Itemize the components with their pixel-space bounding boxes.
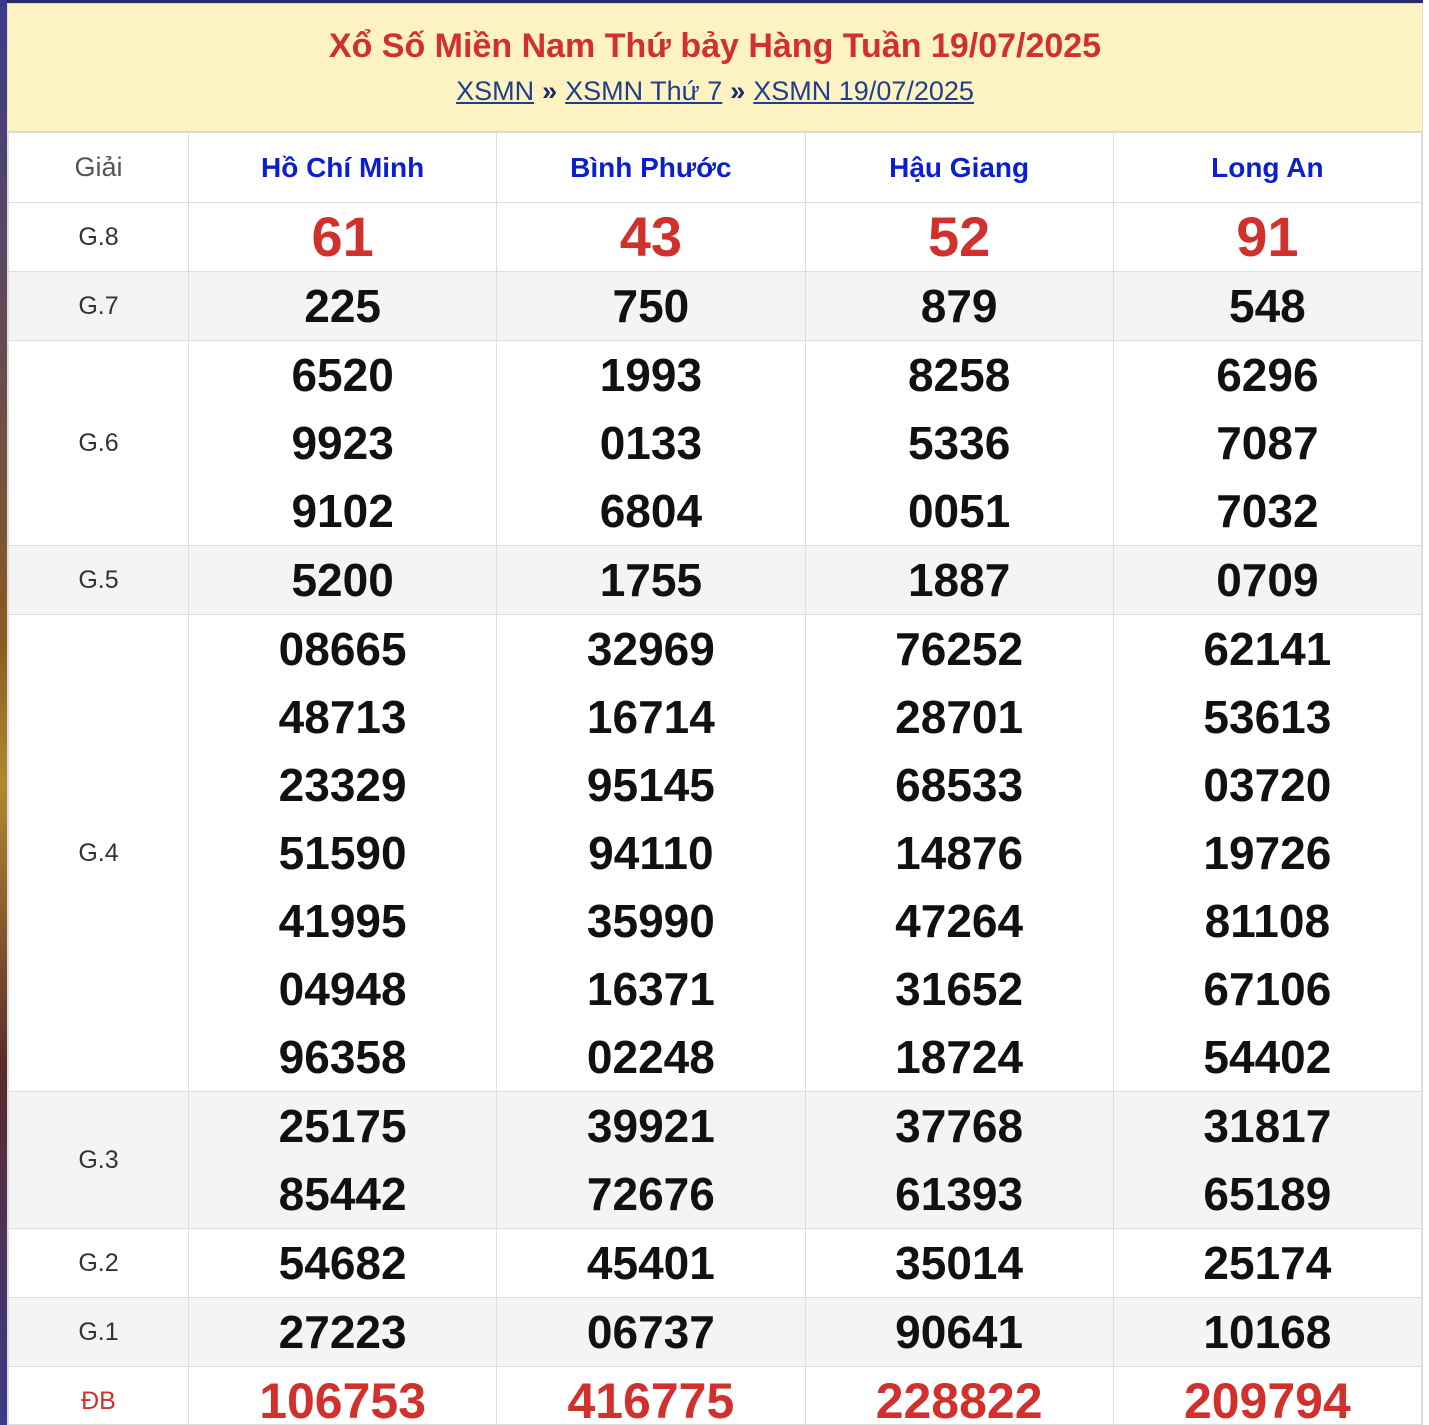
winning-number: 14876 bbox=[895, 827, 1024, 879]
table-header-row bbox=[9, 133, 1422, 203]
prize-label: G.1 bbox=[9, 1298, 189, 1367]
winning-number: 6520 bbox=[291, 349, 394, 401]
winning-number: 04948 bbox=[278, 963, 407, 1015]
prize-cell bbox=[497, 1298, 805, 1367]
prize-cell bbox=[805, 1367, 1113, 1425]
prize-row bbox=[9, 1367, 1422, 1425]
prize-label: ĐB bbox=[9, 1367, 189, 1425]
winning-number: 68533 bbox=[895, 759, 1024, 811]
winning-number: 750 bbox=[612, 280, 690, 332]
prize-cell bbox=[1113, 203, 1421, 272]
winning-number: 96358 bbox=[278, 1031, 407, 1083]
winning-number: 31817 bbox=[1203, 1100, 1332, 1152]
prize-cell bbox=[497, 1092, 805, 1229]
prize-row bbox=[9, 1229, 1422, 1298]
province-header-long-an[interactable]: Long An bbox=[1113, 133, 1421, 203]
winning-number: 548 bbox=[1229, 280, 1306, 332]
winning-number: 61 bbox=[311, 205, 374, 268]
prize-cell bbox=[805, 546, 1113, 615]
winning-number: 90641 bbox=[895, 1306, 1024, 1358]
prize-cell bbox=[497, 546, 805, 615]
prize-cell bbox=[805, 1229, 1113, 1298]
winning-number: 95145 bbox=[586, 759, 715, 811]
winning-number: 106753 bbox=[259, 1373, 427, 1425]
prize-label: G.2 bbox=[9, 1229, 189, 1298]
winning-number: 416775 bbox=[567, 1373, 735, 1425]
winning-number: 32969 bbox=[586, 623, 715, 675]
winning-number: 7087 bbox=[1216, 417, 1319, 469]
winning-number: 25174 bbox=[1203, 1237, 1332, 1289]
prize-column-header: Giải bbox=[9, 133, 189, 203]
prize-label: G.6 bbox=[9, 341, 189, 546]
winning-number: 9102 bbox=[291, 485, 394, 537]
winning-number: 28701 bbox=[895, 691, 1024, 743]
results-panel bbox=[7, 3, 1423, 1425]
prize-cell bbox=[189, 1229, 497, 1298]
winning-number: 6296 bbox=[1216, 349, 1319, 401]
prize-cell bbox=[805, 615, 1113, 1092]
winning-number: 48713 bbox=[278, 691, 407, 743]
winning-number: 45401 bbox=[586, 1237, 715, 1289]
prize-cell bbox=[189, 203, 497, 272]
winning-number: 31652 bbox=[895, 963, 1024, 1015]
winning-number: 67106 bbox=[1203, 963, 1332, 1015]
prize-cell bbox=[1113, 1298, 1421, 1367]
winning-number: 81108 bbox=[1204, 895, 1331, 947]
prize-cell bbox=[1113, 341, 1421, 546]
winning-number: 879 bbox=[920, 280, 998, 332]
prize-cell bbox=[189, 1092, 497, 1229]
winning-number: 228822 bbox=[875, 1373, 1043, 1425]
prize-cell bbox=[497, 272, 805, 341]
prize-label: G.5 bbox=[9, 546, 189, 615]
winning-number: 5336 bbox=[907, 417, 1011, 469]
results-table bbox=[8, 132, 1422, 1425]
breadcrumb-separator: » bbox=[730, 76, 746, 106]
prize-cell bbox=[189, 546, 497, 615]
prize-cell bbox=[1113, 1229, 1421, 1298]
winning-number: 02248 bbox=[586, 1031, 715, 1083]
results-body bbox=[9, 203, 1422, 1425]
prize-row bbox=[9, 1298, 1422, 1367]
prize-row bbox=[9, 615, 1422, 1092]
page-title: Xổ Số Miền Nam Thứ bảy Hàng Tuần 19/07/2025 bbox=[328, 27, 1102, 65]
winning-number: 16714 bbox=[586, 691, 715, 743]
winning-number: 16371 bbox=[586, 963, 715, 1015]
winning-number: 51590 bbox=[278, 827, 407, 879]
winning-number: 225 bbox=[304, 280, 381, 332]
winning-number: 43 bbox=[619, 205, 683, 268]
prize-row bbox=[9, 546, 1422, 615]
winning-number: 1887 bbox=[907, 554, 1011, 606]
winning-number: 1755 bbox=[599, 554, 703, 606]
prize-cell bbox=[805, 1092, 1113, 1229]
winning-number: 03720 bbox=[1203, 759, 1332, 811]
page-background-left bbox=[0, 0, 7, 1425]
page-background-right bbox=[1423, 0, 1429, 1425]
winning-number: 37768 bbox=[895, 1100, 1024, 1152]
prize-cell bbox=[805, 341, 1113, 546]
prize-cell bbox=[1113, 546, 1421, 615]
breadcrumb-separator: » bbox=[542, 76, 558, 106]
province-header-binh-phuoc[interactable]: Bình Phước bbox=[497, 133, 805, 203]
winning-number: 35014 bbox=[895, 1237, 1024, 1289]
winning-number: 18724 bbox=[895, 1031, 1024, 1083]
prize-label: G.4 bbox=[9, 615, 189, 1092]
prize-cell bbox=[805, 272, 1113, 341]
winning-number: 9923 bbox=[291, 417, 394, 469]
winning-number: 209794 bbox=[1183, 1373, 1351, 1425]
prize-cell bbox=[497, 203, 805, 272]
winning-number: 6804 bbox=[599, 485, 703, 537]
winning-number: 53613 bbox=[1203, 691, 1332, 743]
breadcrumb-link-xsmn[interactable]: XSMN bbox=[456, 76, 535, 106]
prize-cell bbox=[497, 341, 805, 546]
winning-number: 7032 bbox=[1216, 485, 1319, 537]
prize-cell bbox=[1113, 1092, 1421, 1229]
prize-cell bbox=[189, 1367, 497, 1425]
province-header-hau-giang[interactable]: Hậu Giang bbox=[805, 133, 1113, 203]
prize-cell bbox=[1113, 272, 1421, 341]
prize-label: G.8 bbox=[9, 203, 189, 272]
prize-cell bbox=[189, 341, 497, 546]
winning-number: 41995 bbox=[278, 895, 407, 947]
prize-cell bbox=[497, 1367, 805, 1425]
prize-row bbox=[9, 341, 1422, 546]
breadcrumb-link-xsmn-thu-7[interactable]: XSMN Thứ 7 bbox=[565, 76, 723, 106]
prize-label: G.7 bbox=[9, 272, 189, 341]
winning-number: 94110 bbox=[588, 827, 714, 879]
winning-number: 91 bbox=[1236, 205, 1299, 268]
winning-number: 85442 bbox=[278, 1168, 407, 1220]
winning-number: 19726 bbox=[1203, 827, 1332, 879]
winning-number: 0051 bbox=[907, 485, 1011, 537]
winning-number: 8258 bbox=[907, 349, 1011, 401]
winning-number: 54682 bbox=[278, 1237, 407, 1289]
winning-number: 65189 bbox=[1203, 1168, 1332, 1220]
winning-number: 0709 bbox=[1216, 554, 1319, 606]
winning-number: 10168 bbox=[1203, 1306, 1332, 1358]
province-header-ho-chi-minh[interactable]: Hồ Chí Minh bbox=[189, 133, 497, 203]
prize-cell bbox=[805, 1298, 1113, 1367]
prize-cell bbox=[805, 203, 1113, 272]
winning-number: 25175 bbox=[278, 1100, 407, 1152]
prize-row bbox=[9, 1092, 1422, 1229]
prize-cell bbox=[497, 1229, 805, 1298]
prize-cell bbox=[1113, 615, 1421, 1092]
winning-number: 39921 bbox=[586, 1100, 715, 1152]
winning-number: 61393 bbox=[895, 1168, 1024, 1220]
breadcrumb bbox=[8, 74, 1422, 108]
winning-number: 76252 bbox=[895, 623, 1024, 675]
breadcrumb-link-xsmn-date[interactable]: XSMN 19/07/2025 bbox=[753, 76, 974, 106]
prize-cell bbox=[189, 615, 497, 1092]
winning-number: 47264 bbox=[895, 895, 1024, 947]
winning-number: 52 bbox=[927, 205, 991, 268]
winning-number: 72676 bbox=[586, 1168, 715, 1220]
winning-number: 1993 bbox=[599, 349, 703, 401]
prize-label: G.3 bbox=[9, 1092, 189, 1229]
winning-number: 54402 bbox=[1203, 1031, 1332, 1083]
prize-cell bbox=[1113, 1367, 1421, 1425]
winning-number: 23329 bbox=[278, 759, 407, 811]
winning-number: 08665 bbox=[278, 623, 407, 675]
prize-row bbox=[9, 203, 1422, 272]
winning-number: 0133 bbox=[599, 417, 703, 469]
prize-cell bbox=[189, 272, 497, 341]
winning-number: 5200 bbox=[291, 554, 394, 606]
prize-row bbox=[9, 272, 1422, 341]
winning-number: 27223 bbox=[278, 1306, 407, 1358]
winning-number: 06737 bbox=[586, 1306, 715, 1358]
results-header bbox=[8, 4, 1422, 132]
winning-number: 35990 bbox=[586, 895, 715, 947]
prize-cell bbox=[497, 615, 805, 1092]
prize-cell bbox=[189, 1298, 497, 1367]
winning-number: 62141 bbox=[1203, 623, 1332, 675]
